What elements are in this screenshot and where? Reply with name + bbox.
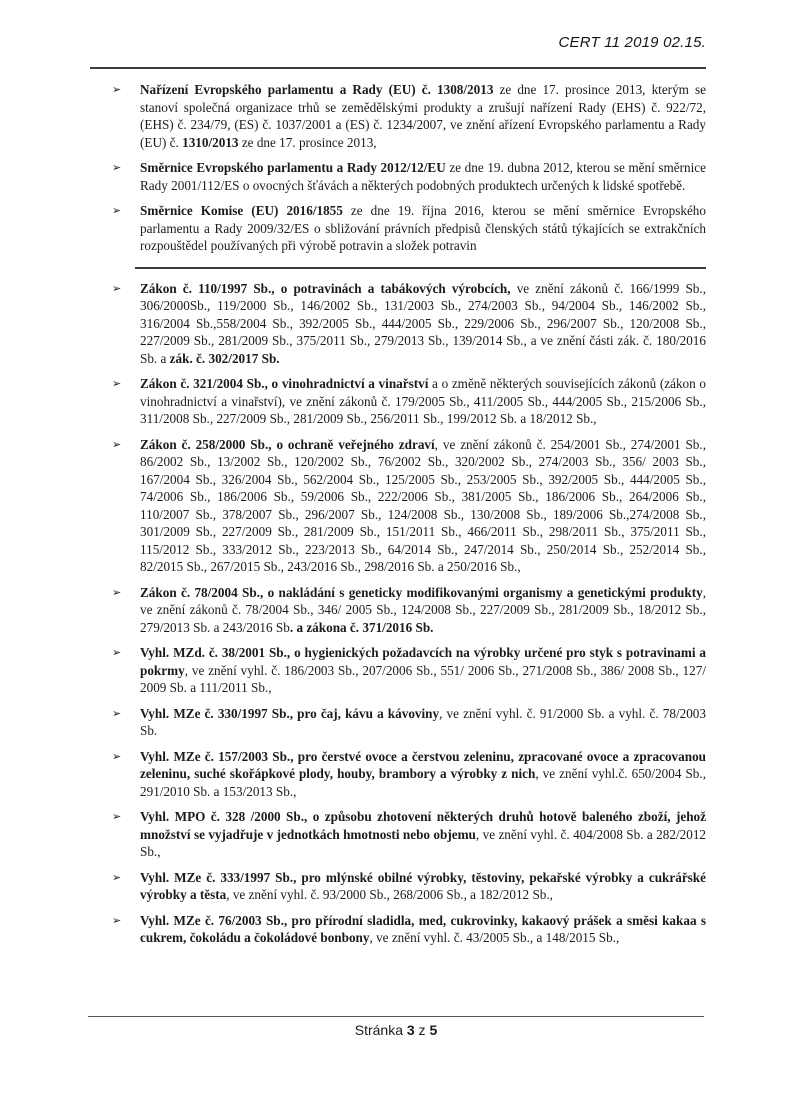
regulation-text: Nařízení Evropského parlamentu a Rady (EU) č. 1308/2013 ze dne 17. prosince 2013, kterým se stanoví společná organizace trhů se zemědělskými produkty a zrušují nařízení Rady (EHS) č. 922/72, (EHS) č. 234/79, (ES) č. 1037/2001 a (ES) č. 1234/2007, ve znění ařízení Evropského parlamentu a Rady (EU) č. 1310/2013 ze dne 17. prosince 2013, <box>140 82 706 150</box>
bullet-arrow-icon: ➢ <box>112 646 122 659</box>
regulation-text: Vyhl. MZe č. 330/1997 Sb., pro čaj, kávu a kávoviny, ve znění vyhl. č. 91/2000 Sb. a vyhl. č. 78/2003 Sb. <box>140 705 706 738</box>
list-item <box>90 869 706 904</box>
list-item <box>90 748 706 801</box>
regulation-text: Zákon č. 258/2000 Sb., o ochraně veřejného zdraví, ve znění zákonů č. 254/2001 Sb., 274/2001 Sb., 86/2002 Sb., 13/2002 Sb., 120/2002 Sb., 76/2002 Sb., 320/2002 Sb., 274/2003 Sb., 356/ 2003 Sb., 167/2004 Sb., 326/2004 Sb., 562/2004 Sb., 125/2005 Sb., 253/2005 Sb., 392/2005 Sb., 444/2005 Sb., 74/2006 Sb., 186/2006 Sb., 59/2006 Sb., 222/2006 Sb., 381/2005 Sb., 186/2006 Sb., 264/2006 Sb., 110/2007 Sb., 378/2007 Sb., 296/2007 Sb., 124/2008 Sb., 130/2008 Sb., 189/2006 Sb.,274/2008 Sb., 301/2009 Sb., 227/2009 Sb., 281/2009 Sb., 151/2011 Sb., 466/2011 Sb., 298/2011 Sb., 375/2011 Sb., 115/2012 Sb., 333/2012 Sb., 223/2013 Sb., 64/2014 Sb., 247/2014 Sb., 250/2014 Sb., 252/2014 Sb., 82/2015 Sb., 267/2015 Sb., 243/2016 Sb., 298/2016 Sb. a 250/2016 Sb., <box>140 436 706 574</box>
bullet-arrow-icon: ➢ <box>112 706 122 720</box>
bullet-arrow-icon: ➢ <box>112 204 122 217</box>
header-rule <box>90 67 706 69</box>
bullet-arrow-icon: ➢ <box>112 810 122 823</box>
regulation-text: Zákon č. 110/1997 Sb., o potravinách a tabákových výrobcích, ve znění zákonů č. 166/1999 Sb., 306/2000Sb., 119/2000 Sb., 146/2002 Sb., 131/2003 Sb., 274/2003 Sb., 94/2004 Sb., 146/2002 Sb., 316/2004 Sb.,558/2004 Sb., 392/2005 Sb., 444/2005 Sb., 229/2006 Sb., 296/2007 Sb., 120/2008 Sb., 227/2009 Sb., 281/2009 Sb., 375/2011 Sb., 279/2013 Sb., 139/2014 Sb., a ve znění části zák. č. 180/2016 Sb. a zák. č. 302/2017 Sb. <box>140 280 706 366</box>
page-number: Stránka 3 z 5 <box>354 1022 438 1038</box>
bullet-arrow-icon: ➢ <box>112 437 122 451</box>
section-divider <box>135 267 706 269</box>
list-item <box>90 280 706 368</box>
regulation-text: Směrnice Komise (EU) 2016/1855 ze dne 19. října 2016, kterou se mění směrnice Evropského parlamentu a Rady 2009/32/ES o sbližování právních předpisů členských států týkajících se extrakčních rozpouštědel používaných při výrobě potravin a složek potravin <box>140 203 706 253</box>
list-item <box>90 436 706 576</box>
bullet-arrow-icon: ➢ <box>112 281 122 295</box>
bullet-arrow-icon: ➢ <box>112 585 122 599</box>
list-item <box>90 202 706 255</box>
regulation-text: Vyhl. MZe č. 333/1997 Sb., pro mlýnské obilné výrobky, těstoviny, pekařské výrobky a cukrářské výrobky a těsta, ve znění vyhl. č. 93/2000 Sb., 268/2006 Sb., a 182/2012 Sb., <box>140 869 706 902</box>
page-footer <box>88 1016 704 1038</box>
bullet-arrow-icon: ➢ <box>112 913 122 927</box>
list-item <box>90 375 706 428</box>
regulation-list-eu <box>90 81 706 255</box>
list-item <box>90 159 706 194</box>
regulation-list-cz <box>90 280 706 947</box>
page-content <box>90 0 706 955</box>
list-item <box>90 912 706 947</box>
regulation-text: Vyhl. MZe č. 157/2003 Sb., pro čerstvé ovoce a čerstvou zeleninu, zpracované ovoce a zpracovanou zeleninu, suché skořápkové plody, houby, brambory a výrobky z nich, ve znění vyhl.č. 650/2004 Sb., 291/2010 Sb. a 153/2013 Sb., <box>140 748 706 799</box>
bullet-arrow-icon: ➢ <box>112 161 122 174</box>
regulation-text: Vyhl. MZe č. 76/2003 Sb., pro přírodní sladidla, med, cukrovinky, kakaový prášek a směsi kakaa s cukrem, čokoládu a čokoládové bonbony, ve znění vyhl. č. 43/2005 Sb., a 148/2015 Sb., <box>140 912 706 945</box>
regulation-text: Vyhl. MZd. č. 38/2001 Sb., o hygienických požadavcích na výrobky určené pro styk s potravinami a pokrmy, ve znění vyhl. č. 186/2003 Sb., 207/2006 Sb., 551/ 2006 Sb., 271/2008 Sb., 386/ 2008 Sb., 127/ 2009 Sb. a 111/2011 Sb., <box>140 645 706 695</box>
list-item <box>90 81 706 151</box>
bullet-arrow-icon: ➢ <box>112 83 122 96</box>
document-code: CERT 11 2019 02.15. <box>558 34 706 51</box>
regulation-text: Zákon č. 321/2004 Sb., o vinohradnictví a vinařství a o změně některých souvisejících zákonů (zákon o vinohradnictví a vinařství), ve znění zákonů č. 179/2005 Sb., 411/2005 Sb., 444/2005 Sb., 215/2006 Sb., 311/2008 Sb., 227/2009 Sb., 281/2009 Sb., 256/2011 Sb., 199/2012 Sb. a 18/2012 Sb., <box>140 376 706 426</box>
regulation-text: Směrnice Evropského parlamentu a Rady 2012/12/EU ze dne 19. dubna 2012, kterou se mění směrnice Rady 2001/112/ES o ovocných šťávách a některých podobných produktech určených k lidské spotřebě. <box>140 160 706 193</box>
list-item <box>90 808 706 861</box>
bullet-arrow-icon: ➢ <box>112 749 122 763</box>
list-item <box>90 644 706 697</box>
regulation-text: Vyhl. MPO č. 328 /2000 Sb., o způsobu zhotovení některých druhů hotově baleného zboží, jehož množství se vyjadřuje v jednotkách hmotnosti nebo objemu, ve znění vyhl. č. 404/2008 Sb. a 282/2012 Sb., <box>140 809 707 859</box>
bullet-arrow-icon: ➢ <box>112 870 122 884</box>
list-item <box>90 584 706 637</box>
bullet-arrow-icon: ➢ <box>112 377 122 390</box>
regulation-text: Zákon č. 78/2004 Sb., o nakládání s geneticky modifikovanými organismy a genetickými produkty, ve znění zákonů č. 78/2004 Sb., 346/ 2005 Sb., 124/2008 Sb., 227/2009 Sb., 281/2009 Sb., 18/2012 Sb., 279/2013 Sb. a 243/2016 Sb. a zákona č. 371/2016 Sb. <box>140 584 706 635</box>
list-item <box>90 705 706 740</box>
